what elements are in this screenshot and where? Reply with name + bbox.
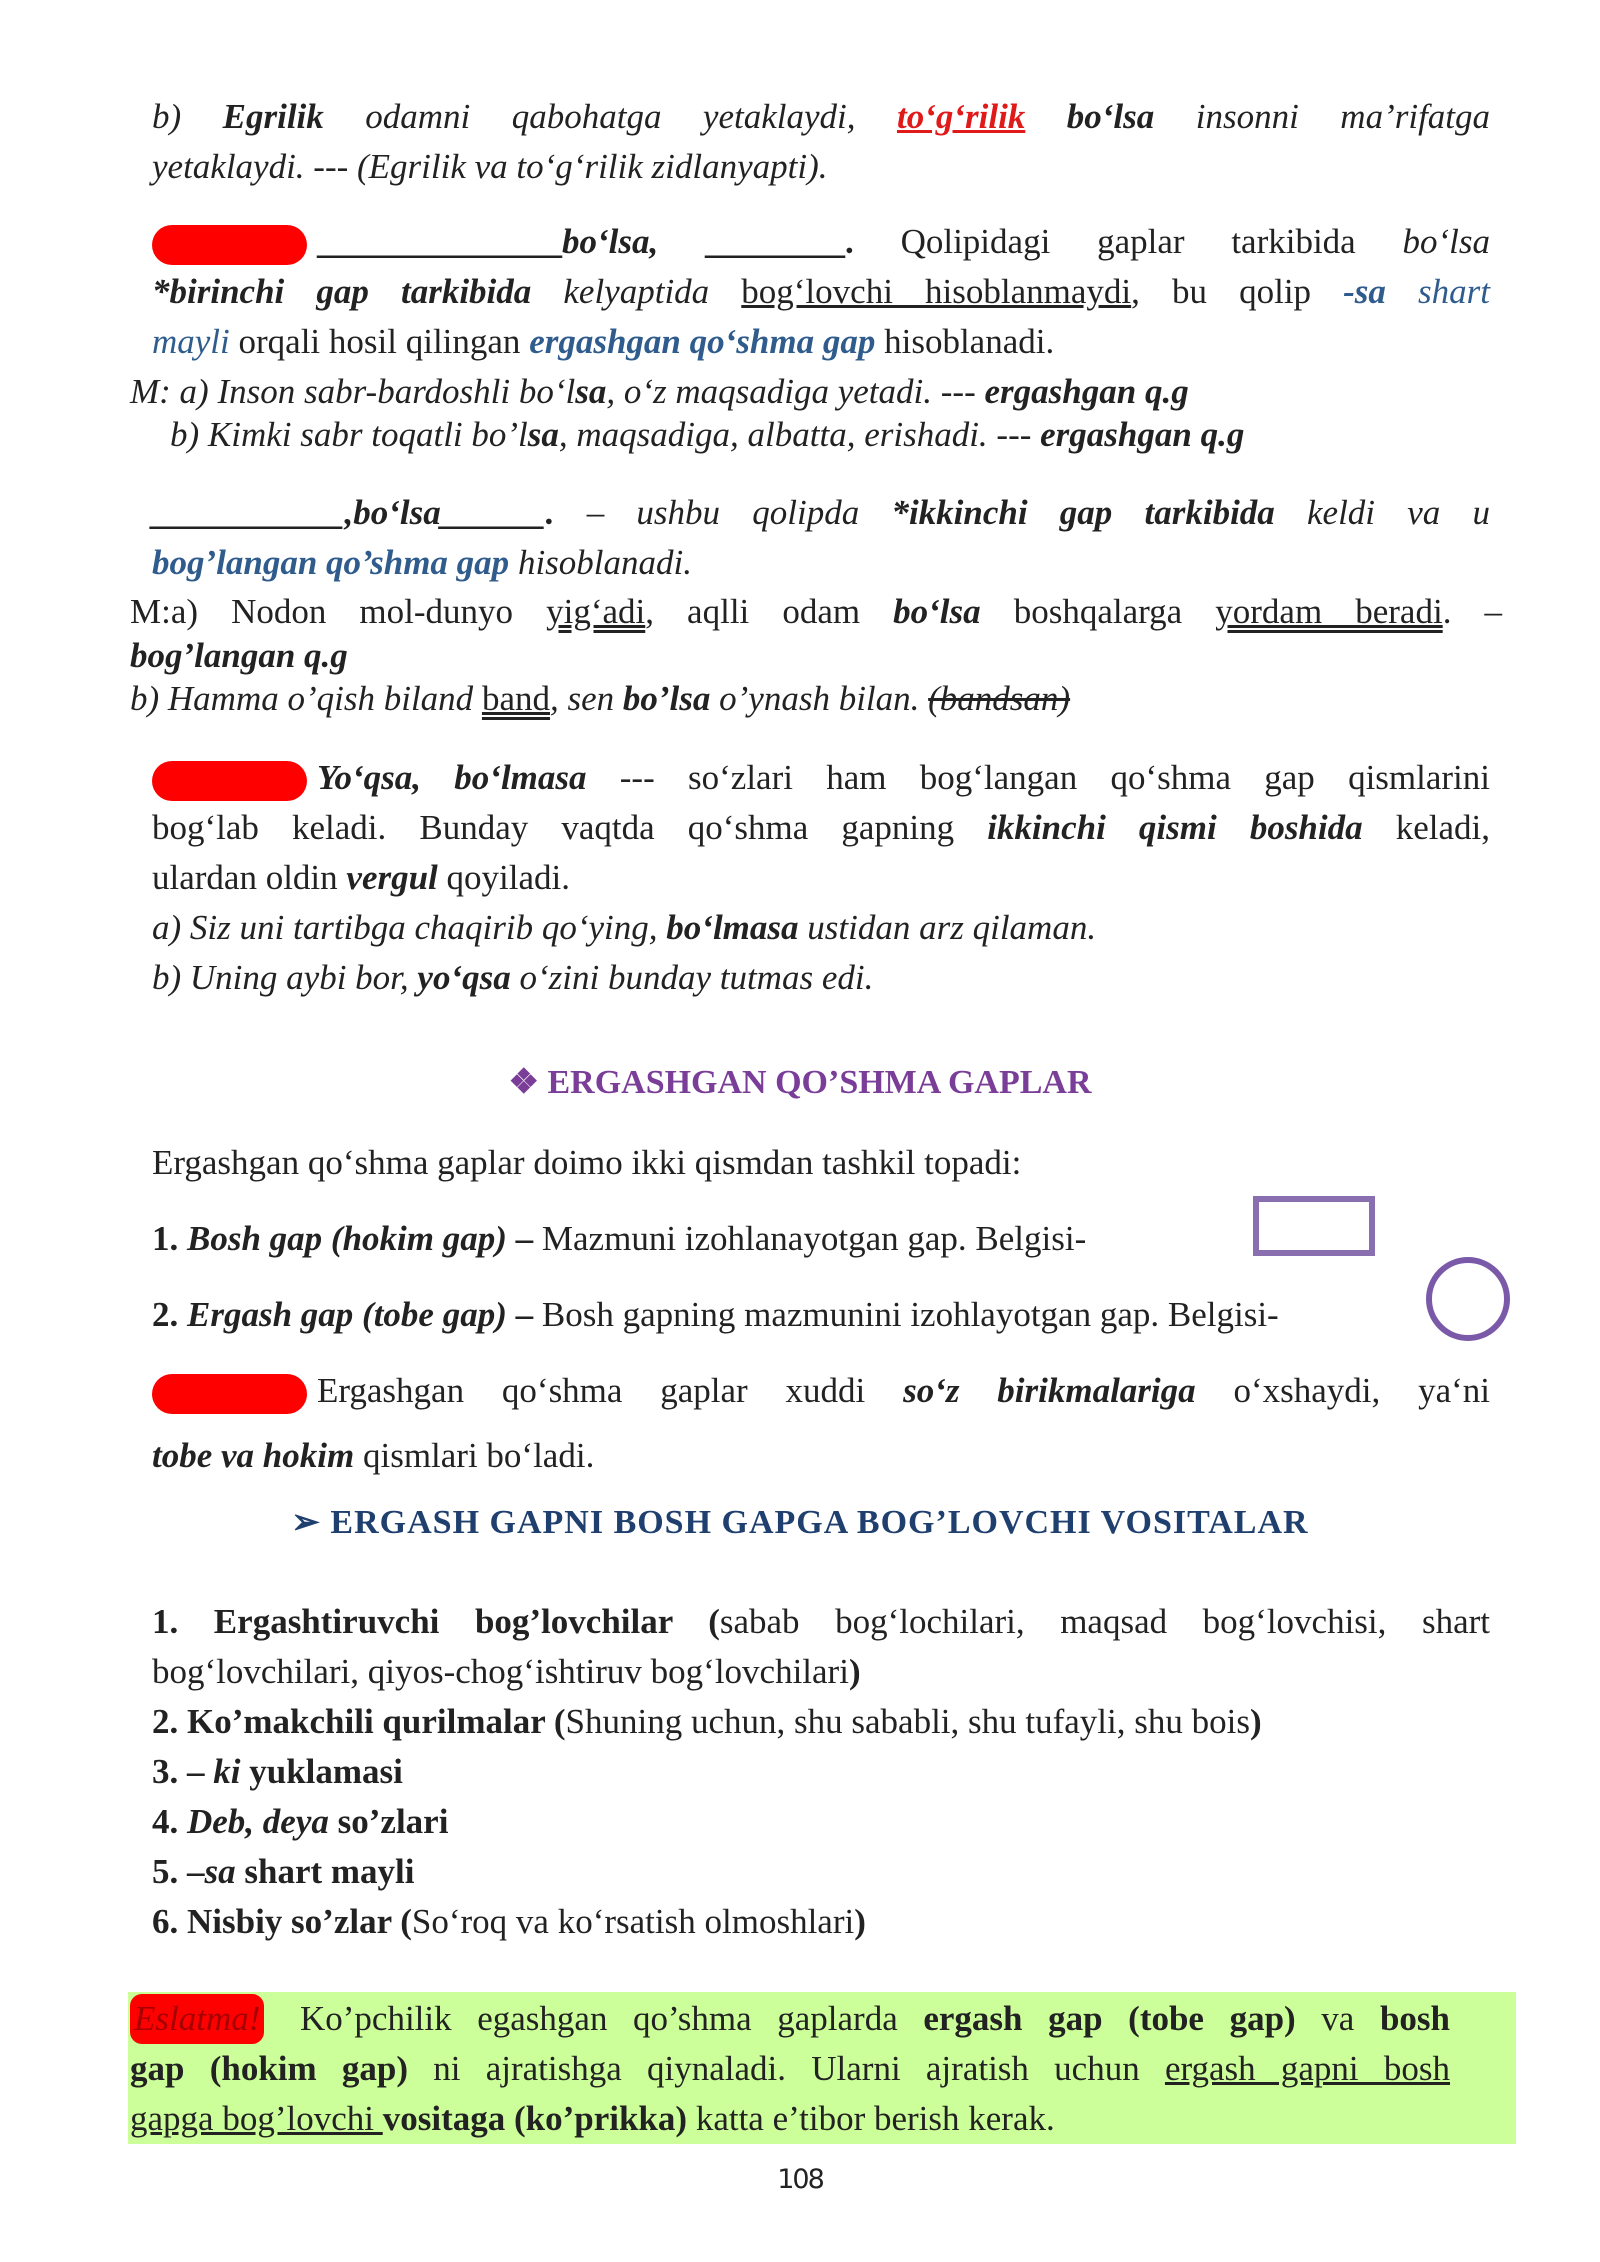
note-line-1: Eslatma! Ko’pchilik egashgan qo’shma gaplarda ergash gap (tobe gap) va bosh bbox=[130, 1994, 1450, 2044]
rule-3-line-1: Yo‘qsa, bo‘lmasa --- so‘zlari ham bog‘langan qo‘shma gap qismlarini bbox=[152, 753, 1490, 803]
rule-3-line-2: bog‘lab keladi. Bunday vaqtda qo‘shma gapning ikkinchi qismi boshida keladi, bbox=[152, 808, 1490, 847]
list-item: 5. –sa shart mayli bbox=[152, 1852, 415, 1891]
intro-text: Ergashgan qo‘shma gaplar doimo ikki qismdan tashkil topadi: bbox=[152, 1143, 1022, 1182]
rule-2-example-a: M:a) Nodon mol-dunyo yig‘adi, aqlli odam bo‘lsa boshqalarga yordam beradi. – bog’langan q.g bbox=[130, 592, 1502, 675]
rule-3-example-b: b) Uning aybi bor, yo‘qsa o‘zini bunday tutmas edi. bbox=[152, 958, 874, 997]
circle-symbol-icon bbox=[1426, 1257, 1510, 1341]
list-item: 4. Deb, deya so’zlari bbox=[152, 1802, 449, 1841]
list-item: 1. Ergashtiruvchi bog’lovchilar (sabab bog‘lochilari, maqsad bog‘lovchisi, shart bbox=[152, 1602, 1490, 1641]
note-line-3: gapga bog’lovchi vositaga (ko’prikka) katta e’tibor berish kerak. bbox=[130, 2099, 1055, 2138]
note-badge: Eslatma! bbox=[130, 1994, 264, 2044]
rule-3-line-3: ulardan oldin vergul qoyiladi. bbox=[152, 858, 571, 897]
section-b-paragraph bbox=[152, 92, 1490, 192]
rule-2-line-1: ___________,bo‘lsa______. – ushbu qolipda *ikkinchi gap tarkibida keldi va u bbox=[152, 493, 1490, 532]
diamond-bullet-icon: ❖ bbox=[508, 1064, 539, 1101]
list-item: 3. – ki yuklamasi bbox=[152, 1752, 403, 1791]
arrow-bullet-icon: ➢ bbox=[291, 1504, 321, 1541]
list-item-continuation: bog‘lovchilari, qiyos-chog‘ishtiruv bog‘lovchilari) bbox=[152, 1652, 861, 1691]
rule-4-line-2: tobe va hokim qismlari bo‘ladi. bbox=[152, 1436, 595, 1475]
definition-bosh-gap: 1. Bosh gap (hokim gap) – Mazmuni izohlanayotgan gap. Belgisi- bbox=[152, 1219, 1087, 1258]
definition-ergash-gap: 2. Ergash gap (tobe gap) – Bosh gapning mazmunini izohlayotgan gap. Belgisi- bbox=[152, 1295, 1279, 1334]
list-item: 2. Ko’makchili qurilmalar (Shuning uchun, shu sababli, shu tufayli, shu bois) bbox=[152, 1702, 1262, 1741]
note-text bbox=[130, 1994, 1450, 2144]
rule-4-line-1: Ergashgan qo‘shma gaplar xuddi so‘z birikmalariga o‘xshaydi, ya‘ni bbox=[152, 1366, 1490, 1416]
rule-2-paragraph bbox=[152, 488, 1490, 588]
red-highlight-marker bbox=[152, 761, 307, 801]
rule-1-line-2: *birinchi gap tarkibida kelyaptida bog‘lovchi hisoblanmaydi, bu qolip -sa shart bbox=[152, 272, 1491, 311]
section-b-line-2: yetaklaydi. --- (Egrilik va to‘g‘rilik zidlanyapti). bbox=[152, 147, 828, 186]
rule-2-line-2: bog’langan qo’shma gap hisoblanadi. bbox=[152, 543, 692, 582]
rule-4-paragraph bbox=[152, 1366, 1490, 1481]
rule-3-paragraph bbox=[152, 753, 1490, 1003]
rule-1-line-3: mayli orqali hosil qilingan ergashgan qo‘shma gap hisoblanadi. bbox=[152, 322, 1055, 361]
section-heading-ergashgan: ❖ ERGASHGAN QO’SHMA GAPLAR bbox=[508, 1064, 1092, 1101]
rule-1-example-a: M: a) Inson sabr-bardoshli bo‘lsa, o‘z maqsadiga yetadi. --- ergashgan q.g bbox=[130, 372, 1189, 411]
section-heading-vositalar: ➢ ERGASH GAPNI BOSH GAPGA BOG’LOVCHI VOSITALAR bbox=[291, 1504, 1309, 1541]
rectangle-symbol-icon bbox=[1253, 1196, 1375, 1256]
section-b-line-1: b) Egrilik odamni qabohatga yetaklaydi, to‘g‘rilik bo‘lsa insonni ma’rifatga bbox=[152, 97, 1491, 136]
connectors-list bbox=[152, 1597, 1490, 1947]
red-highlight-marker bbox=[152, 225, 307, 265]
rule-3-example-a: a) Siz uni tartibga chaqirib qo‘ying, bo‘lmasa ustidan arz qilaman. bbox=[152, 908, 1097, 947]
rule-2-example-b: b) Hamma o’qish biland band, sen bo’lsa o’ynash bilan. (bandsan) bbox=[130, 679, 1071, 718]
red-highlight-marker bbox=[152, 1374, 307, 1414]
rule-1-paragraph bbox=[152, 217, 1490, 367]
note-line-2: gap (hokim gap) ni ajratishga qiynaladi. Ularni ajratish uchun ergash gapni bosh bbox=[130, 2049, 1451, 2088]
page-number: 108 bbox=[777, 2164, 823, 2195]
list-item: 6. Nisbiy so’zlar (So‘roq va ko‘rsatish olmoshlari) bbox=[152, 1902, 866, 1941]
rule-1-example-b: b) Kimki sabr toqatli bo’lsa, maqsadiga, albatta, erishadi. --- ergashgan q.g bbox=[170, 415, 1245, 454]
rule-1-line-1: ______________bo‘lsa, ________. Qolipidagi gaplar tarkibida bo‘lsa bbox=[152, 217, 1490, 267]
